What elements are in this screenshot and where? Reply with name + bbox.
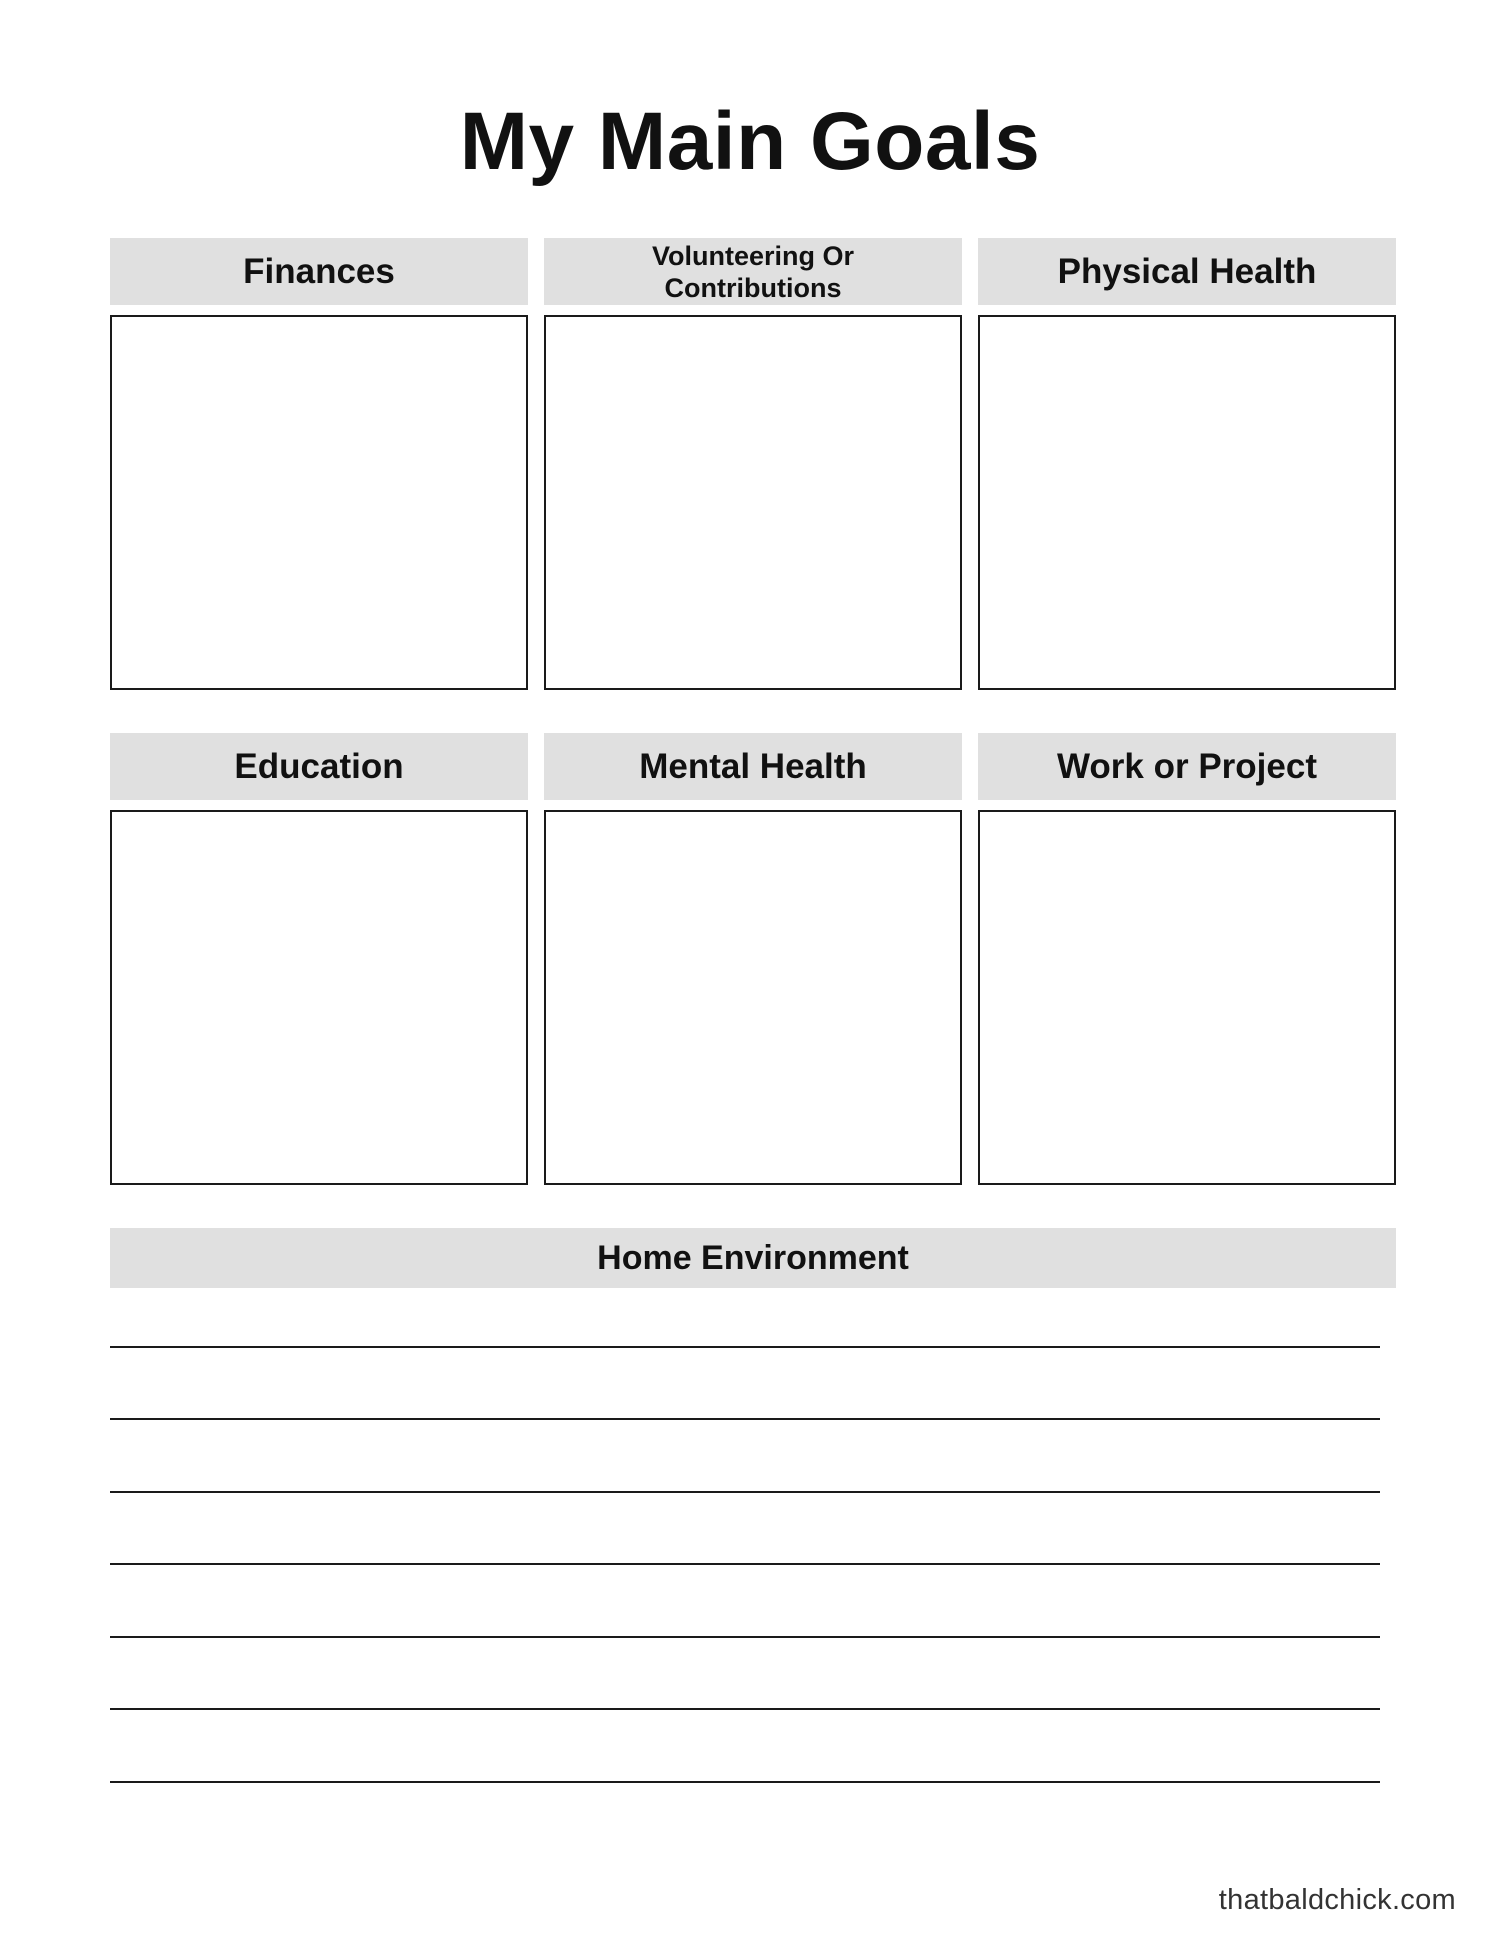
section-label: Finances xyxy=(243,251,395,291)
writing-line[interactable] xyxy=(110,1563,1380,1565)
footer-site-link[interactable]: thatbaldchick.com xyxy=(1218,1884,1456,1916)
page-title: My Main Goals xyxy=(459,96,1041,187)
section-label: Work or Project xyxy=(1057,746,1317,786)
writing-line[interactable] xyxy=(110,1636,1380,1638)
section-label: Mental Health xyxy=(639,746,867,786)
section-label: Physical Health xyxy=(1057,251,1317,291)
writing-line[interactable] xyxy=(110,1708,1380,1710)
section-label: Education xyxy=(234,746,404,786)
writing-line[interactable] xyxy=(110,1781,1380,1783)
writing-line[interactable] xyxy=(110,1491,1380,1493)
writing-line[interactable] xyxy=(110,1418,1380,1420)
section-label: Home Environment xyxy=(597,1238,909,1277)
section-label-line1: Volunteering Or xyxy=(651,240,854,271)
home-environment-lines xyxy=(110,0,1380,1941)
writing-line[interactable] xyxy=(110,1346,1380,1348)
section-label-line2: Contributions xyxy=(664,272,842,303)
